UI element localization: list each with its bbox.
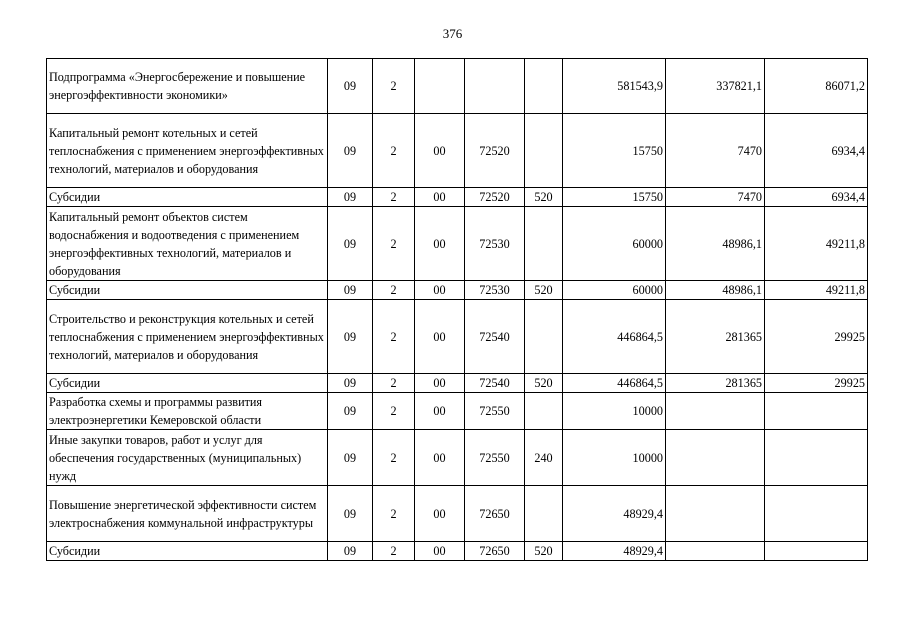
year3-cell — [765, 486, 868, 542]
year2-cell: 7470 — [666, 188, 765, 207]
subsection-cell: 2 — [373, 374, 415, 393]
year2-cell: 48986,1 — [666, 207, 765, 281]
year2-cell: 337821,1 — [666, 59, 765, 114]
expense-type-cell: 520 — [525, 374, 563, 393]
year2-cell: 281365 — [666, 300, 765, 374]
table-row — [47, 207, 868, 281]
row-name-cell: Субсидии — [47, 188, 328, 207]
row-name-cell: Субсидии — [47, 374, 328, 393]
section-cell: 09 — [328, 393, 373, 430]
year1-cell: 10000 — [563, 430, 666, 486]
year1-cell: 446864,5 — [563, 300, 666, 374]
year3-cell: 6934,4 — [765, 114, 868, 188]
year2-cell: 7470 — [666, 114, 765, 188]
program-cell: 00 — [415, 300, 465, 374]
year1-cell: 60000 — [563, 281, 666, 300]
year3-cell: 6934,4 — [765, 188, 868, 207]
program-cell: 00 — [415, 374, 465, 393]
subsection-cell: 2 — [373, 59, 415, 114]
year2-cell: 48986,1 — [666, 281, 765, 300]
section-cell: 09 — [328, 374, 373, 393]
expense-type-cell: 520 — [525, 188, 563, 207]
program-cell: 00 — [415, 486, 465, 542]
section-cell: 09 — [328, 542, 373, 561]
subsection-cell: 2 — [373, 281, 415, 300]
program-cell: 00 — [415, 430, 465, 486]
expense-type-cell — [525, 114, 563, 188]
row-name-cell: Подпрограмма «Энергосбережение и повышение энергоэффективности экономики» — [47, 59, 328, 114]
expense-type-cell: 520 — [525, 281, 563, 300]
year3-cell: 29925 — [765, 374, 868, 393]
program-cell: 00 — [415, 393, 465, 430]
year2-cell — [666, 542, 765, 561]
expense-type-cell — [525, 393, 563, 430]
subsection-cell: 2 — [373, 393, 415, 430]
program-cell: 00 — [415, 281, 465, 300]
expense-type-cell — [525, 486, 563, 542]
section-cell: 09 — [328, 188, 373, 207]
table-row — [47, 430, 868, 486]
expense-type-cell — [525, 207, 563, 281]
year3-cell — [765, 393, 868, 430]
program-cell: 00 — [415, 114, 465, 188]
row-name-cell: Повышение энергетической эффективности систем электроснабжения коммунальной инфраструктуры — [47, 486, 328, 542]
program-cell: 00 — [415, 188, 465, 207]
table-row — [47, 393, 868, 430]
table-body — [47, 59, 868, 561]
table-row — [47, 374, 868, 393]
item-cell: 72650 — [465, 542, 525, 561]
page-number: 376 — [442, 26, 463, 41]
row-name-cell: Капитальный ремонт котельных и сетей теплоснабжения с применением энергоэффективных технологий, материалов и оборудования — [47, 114, 328, 188]
program-cell: 00 — [415, 207, 465, 281]
item-cell: 72550 — [465, 393, 525, 430]
expense-type-cell: 240 — [525, 430, 563, 486]
year1-cell: 48929,4 — [563, 542, 666, 561]
item-cell: 72520 — [465, 114, 525, 188]
subsection-cell: 2 — [373, 114, 415, 188]
expense-type-cell — [525, 300, 563, 374]
section-cell: 09 — [328, 59, 373, 114]
program-cell — [415, 59, 465, 114]
table-row — [47, 114, 868, 188]
item-cell — [465, 59, 525, 114]
row-name-cell: Разработка схемы и программы развития электроэнергетики Кемеровской области — [47, 393, 328, 430]
section-cell: 09 — [328, 207, 373, 281]
item-cell: 72540 — [465, 300, 525, 374]
year3-cell: 49211,8 — [765, 281, 868, 300]
year2-cell — [666, 486, 765, 542]
item-cell: 72530 — [465, 281, 525, 300]
row-name-cell: Строительство и реконструкция котельных и сетей теплоснабжения с применением энергоэффективных технологий, материалов и оборудования — [47, 300, 328, 374]
year1-cell: 48929,4 — [563, 486, 666, 542]
year1-cell: 15750 — [563, 188, 666, 207]
year1-cell: 446864,5 — [563, 374, 666, 393]
program-cell: 00 — [415, 542, 465, 561]
table-row — [47, 300, 868, 374]
subsection-cell: 2 — [373, 207, 415, 281]
year3-cell — [765, 542, 868, 561]
row-name-cell: Субсидии — [47, 281, 328, 300]
table-row — [47, 59, 868, 114]
subsection-cell: 2 — [373, 188, 415, 207]
table-row — [47, 542, 868, 561]
year3-cell: 86071,2 — [765, 59, 868, 114]
row-name-cell: Субсидии — [47, 542, 328, 561]
year1-cell: 60000 — [563, 207, 666, 281]
year1-cell: 10000 — [563, 393, 666, 430]
item-cell: 72550 — [465, 430, 525, 486]
table-row — [47, 188, 868, 207]
expense-type-cell — [525, 59, 563, 114]
item-cell: 72530 — [465, 207, 525, 281]
subsection-cell: 2 — [373, 300, 415, 374]
year2-cell — [666, 393, 765, 430]
item-cell: 72520 — [465, 188, 525, 207]
item-cell: 72540 — [465, 374, 525, 393]
section-cell: 09 — [328, 486, 373, 542]
table-row — [47, 486, 868, 542]
year3-cell: 29925 — [765, 300, 868, 374]
section-cell: 09 — [328, 300, 373, 374]
subsection-cell: 2 — [373, 486, 415, 542]
item-cell: 72650 — [465, 486, 525, 542]
subsection-cell: 2 — [373, 430, 415, 486]
table-row — [47, 281, 868, 300]
section-cell: 09 — [328, 430, 373, 486]
year1-cell: 15750 — [563, 114, 666, 188]
row-name-cell: Иные закупки товаров, работ и услуг для обеспечения государственных (муниципальных) нужд — [47, 430, 328, 486]
budget-table — [46, 58, 868, 561]
section-cell: 09 — [328, 114, 373, 188]
year2-cell — [666, 430, 765, 486]
year3-cell — [765, 430, 868, 486]
expense-type-cell: 520 — [525, 542, 563, 561]
year1-cell: 581543,9 — [563, 59, 666, 114]
subsection-cell: 2 — [373, 542, 415, 561]
year3-cell: 49211,8 — [765, 207, 868, 281]
section-cell: 09 — [328, 281, 373, 300]
row-name-cell: Капитальный ремонт объектов систем водоснабжения и водоотведения с применением энергоэффективных технологий, материалов и оборудования — [47, 207, 328, 281]
year2-cell: 281365 — [666, 374, 765, 393]
